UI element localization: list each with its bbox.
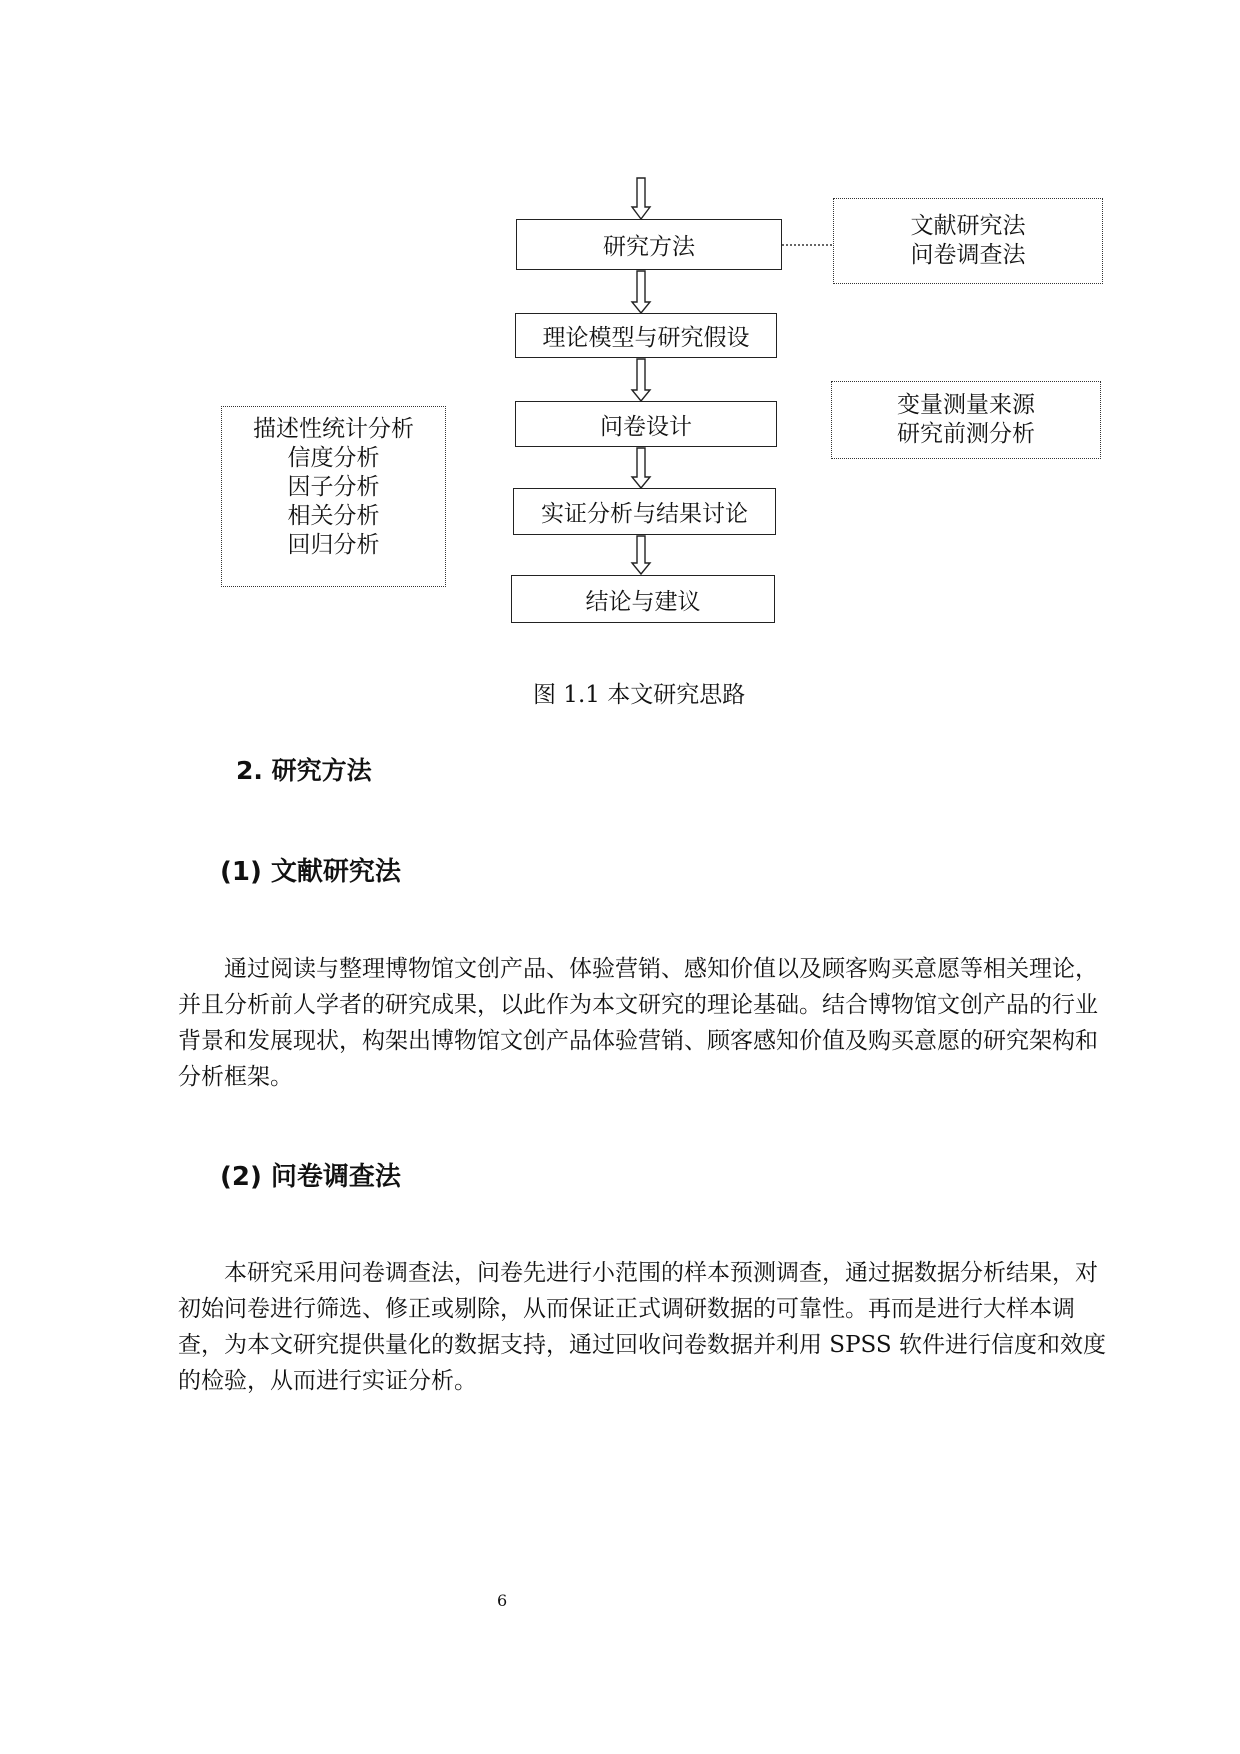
figure-caption: 图 1.1 本文研究思路 <box>533 682 746 708</box>
side-box-line: 相关分析 <box>287 503 380 529</box>
flow-step-label: 结论与建议 <box>585 588 701 615</box>
side-box-line: 文献研究法 <box>910 213 1026 239</box>
subsection-heading-questionnaire: (2) 问卷调查法 <box>220 1162 401 1192</box>
flow-step-conclusion <box>511 575 775 623</box>
arrow-down-icon <box>632 536 650 574</box>
arrow-down-icon <box>632 448 650 488</box>
side-box-line: 问卷调查法 <box>910 242 1026 268</box>
flow-step-questionnaire-design <box>515 401 777 447</box>
arrow-down-icon <box>632 178 650 219</box>
side-box-analysis <box>221 406 446 587</box>
flow-step-empirical-analysis <box>513 488 776 535</box>
side-box-line: 描述性统计分析 <box>253 416 414 442</box>
paragraph-questionnaire: 本研究采用问卷调查法，问卷先进行小范围的样本预测调查，通过据数据分析结果，对初始问卷进行筛选、修正或剔除，从而保证正式调研数据的可靠性。再而是进行大样本调查，为本文研究提供量化的数据支持，通过回收问卷数据并利用 SPSS 软件进行信度和效度的检验，从而进行实证分析。 <box>178 1260 1106 1394</box>
flow-step-label: 理论模型与研究假设 <box>542 325 750 351</box>
side-box-design <box>831 381 1101 459</box>
arrow-down-icon <box>632 271 650 313</box>
flow-step-label: 实证分析与结果讨论 <box>541 501 748 527</box>
side-box-line: 回归分析 <box>287 532 380 558</box>
flow-step-label: 研究方法 <box>603 234 695 260</box>
side-box-line: 信度分析 <box>287 445 380 471</box>
side-box-line: 因子分析 <box>287 474 380 500</box>
section-heading: 2. 研究方法 <box>236 756 372 785</box>
flow-step-research-methods <box>516 219 782 270</box>
page-number: 6 <box>497 1591 508 1610</box>
flow-step-label: 问卷设计 <box>600 413 692 440</box>
side-box-line: 变量测量来源 <box>897 392 1035 418</box>
paragraph-literature: 通过阅读与整理博物馆文创产品、体验营销、感知价值以及顾客购买意愿等相关理论，并且分析前人学者的研究成果，以此作为本文研究的理论基础。结合博物馆文创产品的行业背景和发展现状，构架出博物馆文创产品体验营销、顾客感知价值及购买意愿的研究架构和分析框架。 <box>178 956 1098 1090</box>
side-box-methods <box>833 198 1103 284</box>
subsection-heading-literature: (1) 文献研究法 <box>220 857 401 887</box>
side-box-line: 研究前测分析 <box>897 421 1035 447</box>
arrow-down-icon <box>632 359 650 401</box>
flow-step-theory-model <box>515 313 777 358</box>
